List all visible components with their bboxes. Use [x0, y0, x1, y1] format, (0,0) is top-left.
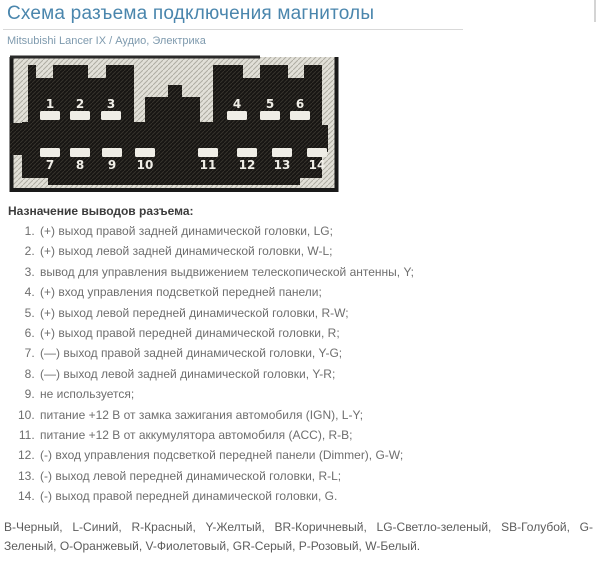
pin-description-item: 1. (+) выход правой задней динамической головки, LG;: [38, 221, 590, 241]
pin-number: 8: [75, 158, 85, 172]
title-divider: [3, 29, 463, 30]
pin-number: 3: [106, 97, 116, 111]
page-title: Схема разъема подключения магнитолы: [7, 3, 375, 24]
pin-slot: [70, 111, 90, 120]
pin-description-item: 7. (—) выход правой задней динамической головки, Y-G;: [38, 343, 590, 363]
pin-description-item: 8. (—) выход левой задней динамической головки, Y-R;: [38, 364, 590, 384]
pin-number: 12: [238, 158, 256, 172]
pin-slot: [70, 148, 90, 157]
pinout-heading: Назначение выводов разъема:: [8, 204, 194, 218]
pin-description-item: 4. (+) вход управления подсветкой передней панели;: [38, 282, 590, 302]
pin-number: 4: [232, 97, 242, 111]
pin-number: 7: [45, 158, 55, 172]
breadcrumb: [7, 35, 206, 47]
pin-description-item: 14. (-) выход правой передней динамической головки, G.: [38, 486, 590, 506]
pin-number: 10: [136, 158, 154, 172]
connector-diagram-image: [8, 55, 340, 196]
page-edge-line: [594, 0, 596, 22]
pinout-list: [8, 221, 590, 507]
pin-slot: [40, 111, 60, 120]
pin-slot: [307, 148, 327, 157]
pin-number: 2: [75, 97, 85, 111]
pin-slot: [40, 148, 60, 157]
pin-slot: [102, 148, 122, 157]
pin-slot: [260, 111, 280, 120]
pin-slot: [198, 148, 218, 157]
connector-diagram-svg: [8, 55, 340, 196]
pin-number: 11: [199, 158, 217, 172]
pin-number: 14: [308, 158, 326, 172]
pin-description-item: 11. питание +12 В от аккумулятора автомобиля (ACC), R-B;: [38, 425, 590, 445]
pin-description-item: 12. (-) вход управления подсветкой передней панели (Dimmer), G-W;: [38, 445, 590, 465]
pin-slot: [272, 148, 292, 157]
pin-number: 5: [265, 97, 275, 111]
pin-description-item: 5. (+) выход левой передней динамической головки, R-W;: [38, 303, 590, 323]
breadcrumb-vehicle-link[interactable]: Mitsubishi Lancer IX: [7, 35, 107, 47]
pin-slot: [290, 111, 310, 120]
pin-slot: [135, 148, 155, 157]
pin-description-item: 13. (-) выход левой передней динамической головки, R-L;: [38, 466, 590, 486]
breadcrumb-separator: /: [106, 35, 116, 47]
pin-description-item: 6. (+) выход правой передней динамической головки, R;: [38, 323, 590, 343]
pin-slot: [101, 111, 121, 120]
breadcrumb-section-link[interactable]: Аудио, Электрика: [115, 35, 206, 47]
pin-slot: [237, 148, 257, 157]
pin-number: 9: [107, 158, 117, 172]
pin-description-item: 3. вывод для управления выдвижением телескопической антенны, Y;: [38, 262, 590, 282]
pin-description-item: 2. (+) выход левой задней динамической головки, W-L;: [38, 241, 590, 261]
pin-number: 13: [273, 158, 291, 172]
pin-number: 6: [295, 97, 305, 111]
pin-description-item: 10. питание +12 В от замка зажигания автомобиля (IGN), L-Y;: [38, 405, 590, 425]
pin-number: 1: [45, 97, 55, 111]
pin-slot: [227, 111, 247, 120]
pin-description-item: 9. не используется;: [38, 384, 590, 404]
wire-color-legend: B-Черный, L-Синий, R-Красный, Y-Желтый, BR-Коричневый, LG-Светло-зеленый, SB-Голубой, G-Зеленый, O-Оранжевый, V-Фиолетовый, GR-Серый, P-Розовый, W-Белый.: [4, 520, 593, 553]
